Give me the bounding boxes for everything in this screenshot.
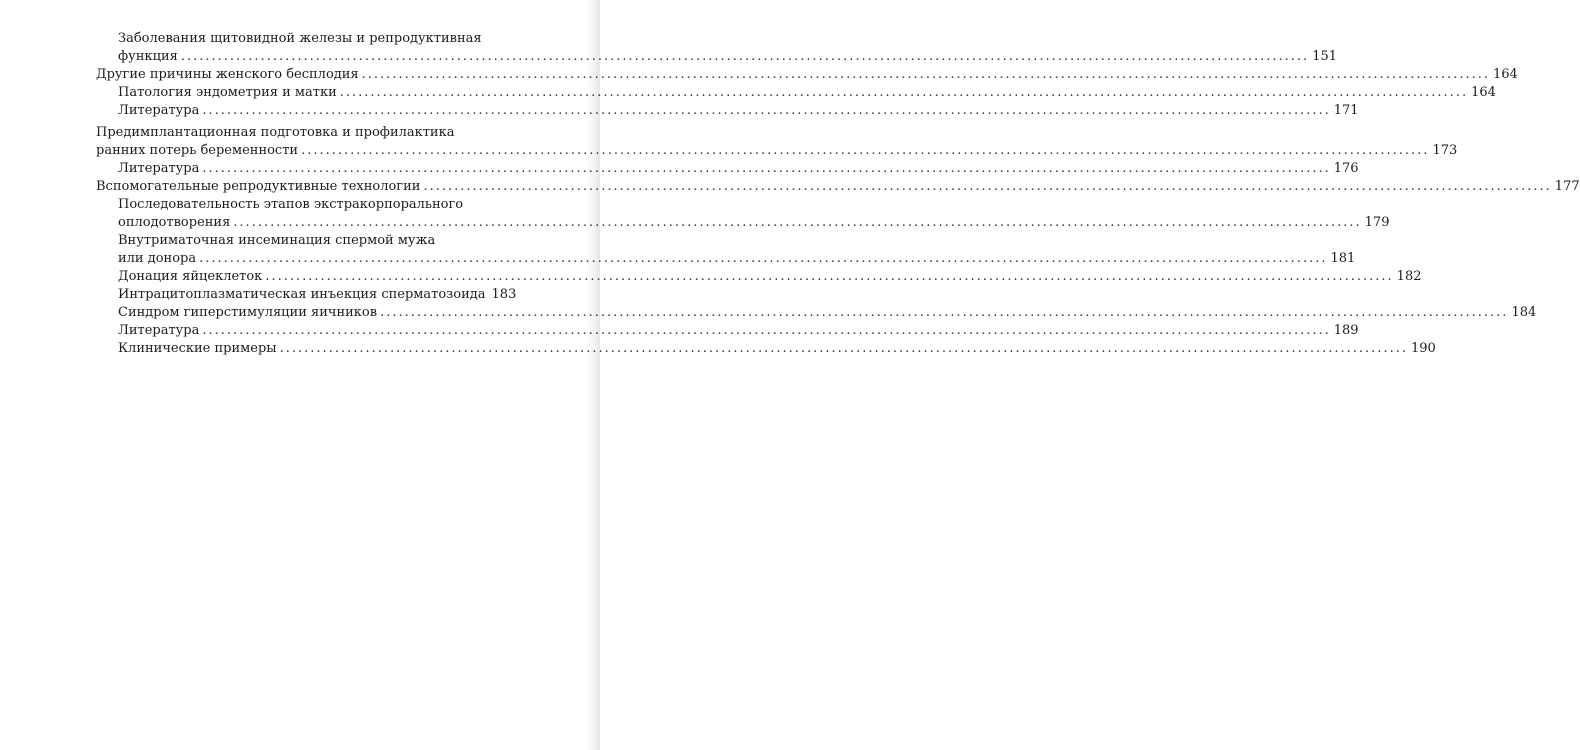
table-of-contents — [96, 30, 1580, 358]
toc-page-number: 184 — [1511, 305, 1537, 320]
toc-entry-title-line: Внутриматочная инсеминация спермой мужа — [118, 233, 436, 248]
dot-leader: ........................................................................................................................................................................................ — [339, 85, 1469, 100]
toc-entry-title-line: Заболевания щитовидной железы и репродуктивная — [118, 31, 482, 46]
toc-page-number: 179 — [1364, 215, 1390, 230]
toc-entry[interactable] — [96, 178, 1580, 196]
toc-entry-title-line: Литература — [118, 161, 200, 176]
toc-entry-title-line: Литература — [118, 323, 200, 338]
dot-leader: ........................................................................................................................................................................................ — [199, 251, 1328, 266]
dot-leader: ........................................................................................................................................................................................ — [202, 323, 1331, 338]
dot-leader: ........................................................................................................................................................................................ — [265, 269, 1394, 284]
toc-entry-title-line: Вспомогательные репродуктивные технологии — [96, 179, 421, 194]
toc-entry-title-line: Интрацитоплазматическая инъекция сперматозоида — [118, 287, 486, 302]
dot-leader: ........................................................................................................................................................................................ — [380, 305, 1509, 320]
dot-leader: ........................................................................................................................................................................................ — [202, 161, 1331, 176]
dot-leader: ........................................................................................................................................................................................ — [279, 341, 1408, 356]
toc-entry[interactable] — [96, 102, 1359, 120]
toc-entry-title-line: Донация яйцеклеток — [118, 269, 263, 284]
toc-page-number: 182 — [1396, 269, 1422, 284]
toc-page-number: 171 — [1333, 103, 1359, 118]
dot-leader: ........................................................................................................................................................................................ — [361, 67, 1490, 82]
toc-page-number: 176 — [1333, 161, 1359, 176]
toc-entry[interactable] — [96, 304, 1537, 322]
toc-entry-title-line: Предимплантационная подготовка и профилактика — [96, 125, 455, 140]
toc-page-number: 164 — [1471, 85, 1496, 100]
toc-page-number: 190 — [1410, 341, 1436, 356]
toc-page-number: 189 — [1333, 323, 1359, 338]
toc-entry[interactable] — [96, 84, 1496, 102]
toc-entry-title-line: Последовательность этапов экстракорпорального — [118, 197, 464, 212]
dot-leader: ........................................................................................................................................................................................ — [423, 179, 1552, 194]
dot-leader: ........................................................................................................................................................................................ — [301, 143, 1430, 158]
toc-entry-title-line: оплодотворения — [118, 215, 231, 230]
toc-entry[interactable] — [96, 268, 1422, 286]
toc-entry-title-line: Литература — [118, 103, 200, 118]
dot-leader: ........................................................................................................................................................................................ — [180, 49, 1310, 64]
toc-page-number: 177 — [1554, 179, 1580, 194]
toc-entry-title-line: Другие причины женского бесплодия — [96, 67, 359, 82]
toc-page-number: 151 — [1312, 49, 1338, 64]
toc-page-number: 181 — [1330, 251, 1356, 266]
toc-entry-title-line: Патология эндометрия и матки — [118, 85, 337, 100]
toc-page-number: 164 — [1493, 67, 1518, 82]
toc-entry[interactable] — [96, 30, 1338, 66]
toc-entry[interactable] — [96, 160, 1359, 178]
toc-entry[interactable] — [96, 286, 517, 304]
toc-entry[interactable] — [96, 322, 1359, 340]
toc-entry-title-line: функция — [118, 49, 178, 64]
dot-leader: ........................................................................................................................................................................................ — [202, 103, 1331, 118]
toc-entry-title-line: Синдром гиперстимуляции яичников — [118, 305, 378, 320]
toc-page-number: 173 — [1432, 143, 1458, 158]
toc-entry[interactable] — [96, 340, 1436, 358]
toc-entry[interactable] — [96, 232, 1356, 268]
toc-entry[interactable] — [96, 66, 1518, 84]
toc-entry-title-line: или донора — [118, 251, 197, 266]
toc-page-number: 183 — [491, 287, 517, 302]
toc-entry-title-line: Клинические примеры — [118, 341, 277, 356]
dot-leader: ........................................................................................................................................................................................ — [233, 215, 1362, 230]
toc-entry[interactable] — [96, 124, 1458, 160]
toc-entry-title-line: ранних потерь беременности — [96, 143, 299, 158]
toc-entry[interactable] — [96, 196, 1390, 232]
